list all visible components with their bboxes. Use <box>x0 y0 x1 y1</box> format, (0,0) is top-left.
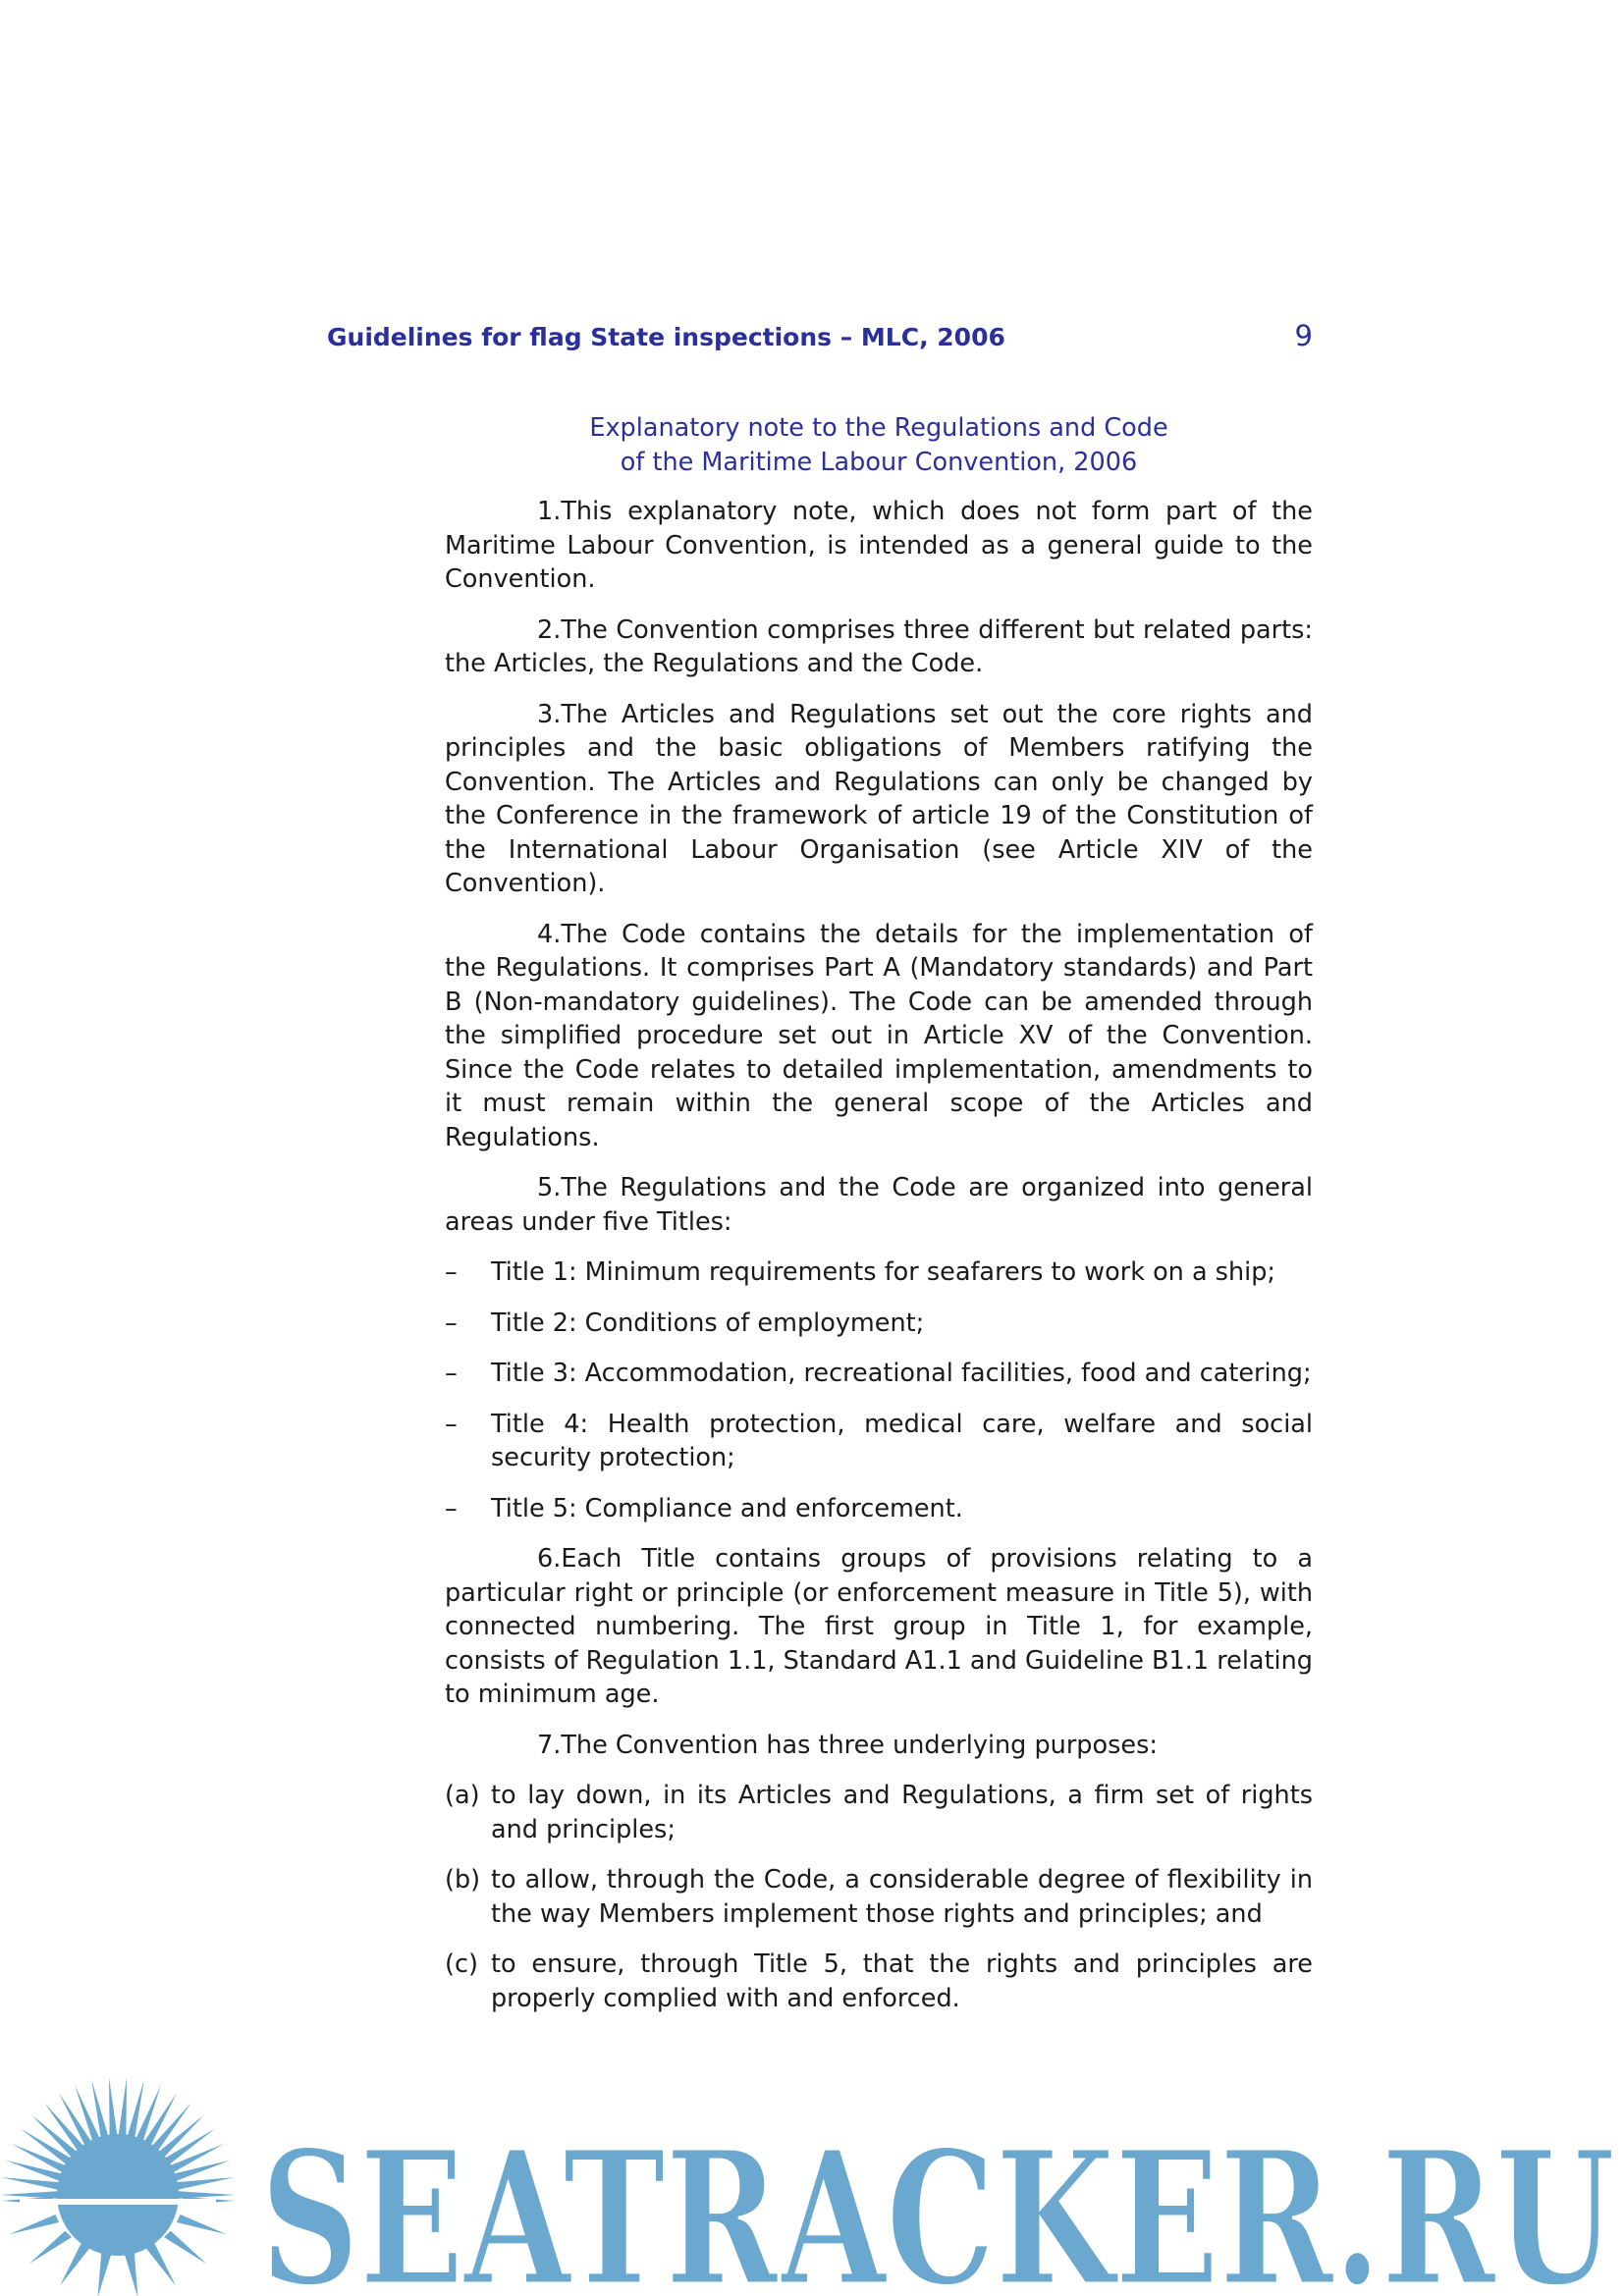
sun-ray <box>135 2085 160 2143</box>
sun-reflection-ray <box>9 2215 59 2234</box>
section-heading-line-1: Explanatory note to the Regulations and Code <box>589 413 1168 443</box>
paragraph-number: 6. <box>537 1544 562 1574</box>
header-title: Guidelines for flag State inspections – MLC, 2006 <box>327 323 1005 351</box>
sun-reflection-ray <box>29 2231 72 2265</box>
purpose-letter: (a) <box>445 1781 480 1810</box>
section-heading-line-2: of the Maritime Labour Convention, 2006 <box>620 447 1138 477</box>
purpose-text: to allow, through the Code, a considerable degree of flexibility in the way Members implement those rights and principles; and <box>491 1865 1313 1929</box>
paragraph-text: This explanatory note, which does not form part of the Maritime Labour Convention, is intended as a general guide to the Convention. <box>445 497 1313 594</box>
paragraph-text: Each Title contains groups of provisions relating to a particular right or principle (or enforcement measure in Title 5), with connected numbering. The first group in Title 1, for example, consists of Regulation 1.1, Standard A1.1 and Guideline B1.1 relating to minimum age. <box>445 1544 1313 1709</box>
sun-reflection-ray <box>124 2251 137 2296</box>
sun-reflection-ray <box>164 2231 206 2265</box>
paragraph <box>445 698 1313 901</box>
dash-bullet: – <box>445 1308 458 1338</box>
sun-reflection-ray <box>60 2243 90 2285</box>
title-list-item <box>445 1255 1313 1290</box>
paragraph-number: 5. <box>537 1173 562 1202</box>
section-heading <box>445 411 1313 479</box>
paragraph-number: 3. <box>537 699 562 729</box>
paragraph <box>445 614 1313 681</box>
paragraph <box>445 1171 1313 1239</box>
paragraph <box>445 918 1313 1155</box>
title-list-item <box>445 1492 1313 1526</box>
paragraph-number: 2. <box>537 614 562 645</box>
title-list-text: Title 5: Compliance and enforcement. <box>491 1493 963 1523</box>
horizon-line <box>20 2199 216 2205</box>
sun-logo-icon <box>0 2077 236 2296</box>
sun-ray <box>109 2077 118 2138</box>
running-header <box>327 320 1313 359</box>
sun-ray <box>174 2177 235 2190</box>
sun-ray <box>75 2085 100 2143</box>
title-list-item <box>445 1357 1313 1391</box>
paragraph <box>445 1542 1313 1712</box>
paragraph-number: 4. <box>537 919 562 949</box>
watermark <box>0 2061 1624 2296</box>
body-text <box>445 495 1313 2032</box>
sun-ray <box>1 2177 62 2190</box>
paragraph-number: 1. <box>537 497 562 526</box>
paragraph <box>445 1729 1313 1763</box>
paragraph-text: The Regulations and the Code are organized into general areas under five Titles: <box>445 1173 1313 1237</box>
title-list-text: Title 3: Accommodation, recreational facilities, food and catering; <box>491 1359 1312 1388</box>
purpose-list-item <box>445 1863 1313 1931</box>
dash-bullet: – <box>445 1493 458 1523</box>
page-number: 9 <box>1294 319 1313 352</box>
title-list-text: Title 1: Minimum requirements for seafarers to work on a ship; <box>491 1257 1275 1287</box>
sun-reflection-ray <box>145 2243 176 2285</box>
watermark-text: SEATRACKER.RU <box>260 2110 1615 2296</box>
sun-ray <box>118 2077 127 2138</box>
paragraph-number: 7. <box>537 1730 562 1760</box>
purpose-list-item <box>445 1948 1313 2015</box>
title-list-text: Title 2: Conditions of employment; <box>491 1308 925 1338</box>
paragraph-text: The Convention comprises three different but related parts: the Articles, the Regulations and the Code. <box>445 614 1313 678</box>
dash-bullet: – <box>445 1257 458 1287</box>
purpose-text: to lay down, in its Articles and Regulations, a firm set of rights and principles; <box>491 1781 1313 1844</box>
dash-bullet: – <box>445 1409 458 1439</box>
paragraph-text: The Code contains the details for the implementation of the Regulations. It comprises Part A (Mandatory standards) and Part B (Non-mandatory guidelines). The Code can be amended through the simplified procedure set out in Article XV of the Convention. Since the Code relates to detailed implementation, amendments to it must remain within the general scope of the Articles and Regulations. <box>445 919 1313 1152</box>
title-list-item <box>445 1408 1313 1475</box>
purpose-letter: (c) <box>445 1949 478 1979</box>
sun-reflection-ray <box>98 2251 112 2296</box>
title-list-item <box>445 1307 1313 1341</box>
purpose-text: to ensure, through Title 5, that the rights and principles are properly complied with and enforced. <box>491 1949 1313 2013</box>
dash-bullet: – <box>445 1359 458 1388</box>
sun-reflection-ray <box>177 2215 227 2234</box>
purpose-list-item <box>445 1779 1313 1846</box>
sun-disc <box>57 2134 179 2256</box>
paragraph-text: The Articles and Regulations set out the core rights and principles and the basic obligations of Members ratifying the Convention. The Articles and Regulations can only be changed by the Conference in the framework of article 19 of the Constitution of the International Labour Organisation (see Article XIV of the Convention). <box>445 699 1313 898</box>
title-list-text: Title 4: Health protection, medical care, welfare and social security protection; <box>491 1409 1313 1472</box>
purpose-letter: (b) <box>445 1865 481 1895</box>
paragraph-text: The Convention has three underlying purposes: <box>561 1730 1158 1760</box>
paragraph <box>445 495 1313 597</box>
